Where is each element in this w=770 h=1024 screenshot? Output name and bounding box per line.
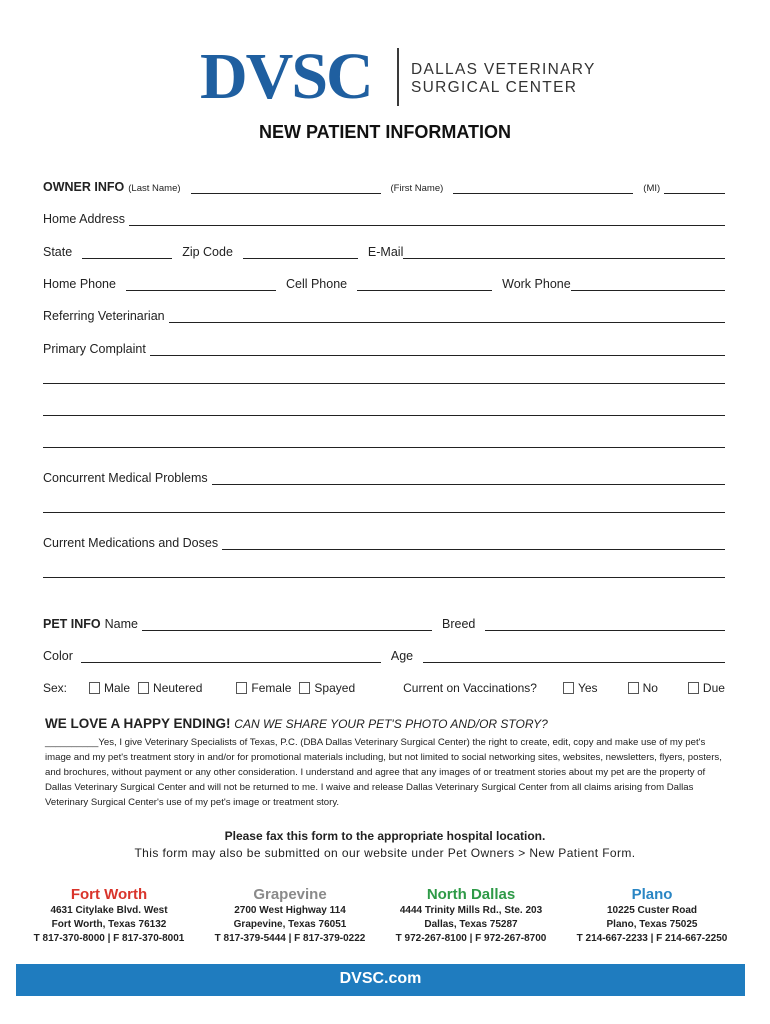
cell-phone-label: Cell Phone (285, 277, 348, 291)
mi-field[interactable] (664, 179, 725, 194)
no-label: No (642, 681, 658, 695)
checkbox-icon (563, 682, 574, 694)
checkbox-icon (236, 682, 247, 694)
email-field[interactable] (403, 244, 725, 259)
happy-ending-heading (45, 716, 548, 731)
concurrent-line-2[interactable] (43, 512, 725, 513)
state-label: State (43, 245, 73, 259)
color-age-row (43, 641, 725, 663)
checkbox-icon (299, 682, 310, 694)
medications-label: Current Medications and Doses (43, 536, 219, 550)
vaccinations-no-checkbox[interactable] (628, 681, 658, 695)
location-address-1: 10225 Custer Road (606, 905, 698, 916)
mi-label: (MI) (643, 183, 661, 194)
neutered-checkbox[interactable] (138, 681, 202, 695)
location-plano (567, 886, 737, 946)
primary-complaint-line-2[interactable] (43, 383, 725, 384)
checkbox-icon (688, 682, 699, 694)
female-checkbox[interactable] (236, 681, 291, 695)
location-address-1: 2700 West Highway 114 (234, 905, 346, 916)
first-name-field[interactable] (453, 179, 633, 194)
location-address-2: Fort Worth, Texas 76132 (51, 919, 167, 930)
owner-info-label: OWNER INFO (43, 180, 125, 194)
primary-complaint-label: Primary Complaint (43, 342, 146, 356)
web-note: This form may also be submitted on our website under Pet Owners > New Patient Form. (134, 846, 636, 860)
fax-note: Please fax this form to the appropriate hospital location. (224, 829, 546, 843)
dvsc-logo: DVSC (200, 40, 372, 113)
spayed-label: Spayed (314, 681, 356, 695)
vaccinations-label: Current on Vaccinations? (403, 681, 537, 695)
checkbox-icon (628, 682, 639, 694)
work-phone-field[interactable] (571, 276, 725, 291)
location-address-1: 4444 Trinity Mills Rd., Ste. 203 (399, 905, 543, 916)
checkbox-icon (89, 682, 100, 694)
location-name: North Dallas (426, 886, 516, 903)
medications-line-2[interactable] (43, 577, 725, 578)
sex-vaccination-row (43, 673, 725, 695)
medications-field[interactable] (222, 535, 725, 550)
pet-info-label: PET INFO (43, 617, 101, 631)
primary-complaint-line-3[interactable] (43, 415, 725, 416)
vaccinations-yes-checkbox[interactable] (563, 681, 598, 695)
footer-banner (16, 964, 745, 996)
male-checkbox[interactable] (89, 681, 130, 695)
home-phone-label: Home Phone (43, 277, 116, 291)
location-phones: T 817-379-5444 | F 817-379-0222 (214, 933, 366, 944)
medications-row (43, 528, 725, 550)
location-fort-worth (24, 886, 194, 946)
checkbox-icon (138, 682, 149, 694)
email-label: E-Mail (367, 245, 404, 259)
concurrent-row (43, 463, 725, 485)
logo-divider (397, 48, 399, 106)
concurrent-label: Concurrent Medical Problems (43, 471, 208, 485)
happy-ending-bold: WE LOVE A HAPPY ENDING! (45, 716, 231, 731)
pet-name-label: Name (104, 617, 138, 631)
consent-blank[interactable]: __________ (45, 737, 99, 748)
happy-ending-question: CAN WE SHARE YOUR PET'S PHOTO AND/OR STORY? (234, 717, 548, 731)
location-phones: T 214-667-2233 | F 214-667-2250 (576, 933, 728, 944)
color-field[interactable] (81, 648, 381, 663)
form-title: NEW PATIENT INFORMATION (259, 122, 511, 142)
work-phone-label: Work Phone (502, 277, 571, 291)
location-phones: T 817-370-8000 | F 817-370-8001 (33, 933, 185, 944)
home-address-field[interactable] (129, 211, 725, 226)
pet-name-field[interactable] (142, 616, 432, 631)
sex-label: Sex: (43, 681, 68, 695)
location-address-2: Plano, Texas 75025 (606, 919, 698, 930)
color-label: Color (43, 649, 73, 663)
location-name: Plano (631, 886, 673, 903)
referring-vet-field[interactable] (169, 308, 725, 323)
phones-row (43, 269, 725, 291)
referring-vet-label: Referring Veterinarian (43, 309, 165, 323)
concurrent-field[interactable] (212, 470, 725, 485)
primary-complaint-field[interactable] (150, 341, 725, 356)
referring-vet-row (43, 301, 725, 323)
last-name-label: (Last Name) (128, 183, 181, 194)
location-name: Fort Worth (70, 886, 148, 903)
pet-name-breed-row (43, 609, 725, 631)
logo-line-2: SURGICAL CENTER (411, 79, 578, 96)
footer-website: DVSC.com (339, 970, 422, 987)
male-label: Male (104, 681, 131, 695)
age-label: Age (390, 649, 414, 663)
neutered-label: Neutered (153, 681, 203, 695)
home-address-label: Home Address (43, 212, 125, 226)
consent-paragraph (45, 735, 725, 810)
age-field[interactable] (423, 648, 725, 663)
owner-info-row (43, 172, 725, 194)
zip-field[interactable] (243, 244, 358, 259)
location-name: Grapevine (253, 886, 327, 903)
location-address-2: Dallas, Texas 75287 (424, 919, 518, 930)
primary-complaint-line-4[interactable] (43, 447, 725, 448)
location-north-dallas (386, 886, 556, 946)
cell-phone-field[interactable] (357, 276, 492, 291)
first-name-label: (First Name) (390, 183, 444, 194)
home-phone-field[interactable] (126, 276, 276, 291)
consent-text: Yes, I give Veterinary Specialists of Texas, P.C. (DBA Dallas Veterinary Surgical Center) the right to create, edit, copy and make use of my pet's image and my pet's treatment story in and/or for promotional materials including, but not limited to social networking sites, websites, newsletters, flyers, posters, and brochures, without payment or any other consideration. I understand and agree that any images of or treatment stories about my pet are the property of Dallas Veterinary Surgical Center and will not be returned to me. I waive and release Dallas Veterinary Surgical Center from all claims arising from Dallas Veterinary Surgical Center's use of my pet's image or treatment story. (45, 737, 722, 808)
breed-label: Breed (442, 617, 476, 631)
vaccinations-due-checkbox[interactable] (688, 681, 725, 695)
logo-line-1: DALLAS VETERINARY (411, 61, 596, 78)
due-label: Due (702, 681, 725, 695)
primary-complaint-row (43, 334, 725, 356)
yes-label: Yes (577, 681, 598, 695)
state-zip-email-row (43, 237, 725, 259)
location-phones: T 972-267-8100 | F 972-267-8700 (395, 933, 547, 944)
location-address-2: Grapevine, Texas 76051 (233, 919, 347, 930)
home-address-row (43, 204, 725, 226)
location-grapevine (205, 886, 375, 946)
zip-label: Zip Code (182, 245, 233, 259)
location-address-1: 4631 Citylake Blvd. West (50, 905, 168, 916)
breed-field[interactable] (485, 616, 725, 631)
female-label: Female (251, 681, 292, 695)
last-name-field[interactable] (191, 179, 381, 194)
state-field[interactable] (82, 244, 172, 259)
spayed-checkbox[interactable] (299, 681, 355, 695)
